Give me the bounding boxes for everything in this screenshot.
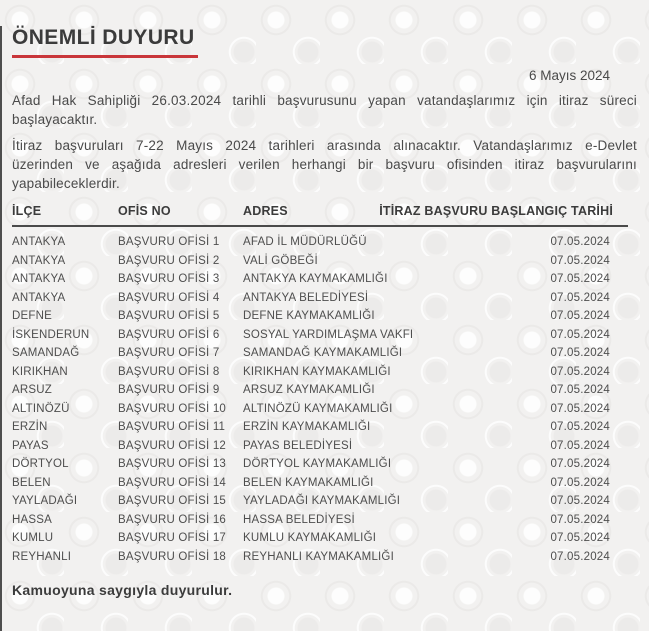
cell-adres: DEFNE KAYMAKAMLIĞI <box>243 310 375 322</box>
page-title: ÖNEMLİ DUYURU <box>12 26 195 49</box>
cell-adres: ANTAKYA BELEDİYESİ <box>243 291 369 304</box>
cell-ilce: ARSUZ <box>12 384 52 396</box>
cell-ofis-no: BAŞVURU OFİSİ 15 <box>118 495 227 507</box>
cell-tarih: 07.05.2024 <box>550 550 610 563</box>
cell-tarih: 07.05.2024 <box>550 495 610 507</box>
cell-ilce: İSKENDERUN <box>12 328 90 341</box>
cell-ilce: ANTAKYA <box>12 291 66 304</box>
header-itiraz-tarihi: İTİRAZ BAŞVURU BAŞLANGIÇ TARİHİ <box>379 204 613 218</box>
cell-tarih: 07.05.2024 <box>550 273 610 285</box>
cell-tarih: 07.05.2024 <box>550 291 610 304</box>
cell-tarih: 07.05.2024 <box>550 384 610 396</box>
intro-paragraph: Afad Hak Sahipliği 26.03.2024 tarihli başvurusunu yapan vatandaşlarımız için itiraz süreci başlayacaktır. <box>12 93 637 127</box>
table-row <box>12 384 637 403</box>
title-red-underline <box>12 55 198 58</box>
cell-ofis-no: BAŞVURU OFİSİ 9 <box>118 384 220 396</box>
cell-tarih: 07.05.2024 <box>550 236 610 248</box>
cell-ilce: YAYLADAĞI <box>12 495 78 507</box>
cell-adres: BELEN KAYMAKAMLIĞI <box>243 476 374 489</box>
header-ilce: İLÇE <box>12 204 42 218</box>
offices-table <box>12 204 637 569</box>
cell-adres: KIRIKHAN KAYMAKAMLIĞI <box>243 365 391 378</box>
table-row <box>12 329 637 348</box>
table-row <box>12 255 637 274</box>
cell-tarih: 07.05.2024 <box>550 365 610 378</box>
cell-adres: HASSA BELEDİYESİ <box>243 513 355 526</box>
cell-tarih: 07.05.2024 <box>550 532 610 544</box>
cell-ofis-no: BAŞVURU OFİSİ 6 <box>118 328 220 341</box>
cell-ofis-no: BAŞVURU OFİSİ 2 <box>118 254 220 267</box>
cell-ofis-no: BAŞVURU OFİSİ 10 <box>118 402 227 415</box>
cell-adres: DÖRTYOL KAYMAKAMLIĞI <box>243 458 392 470</box>
cell-adres: SAMANDAĞ KAYMAKAMLIĞI <box>243 347 403 359</box>
cell-ofis-no: BAŞVURU OFİSİ 8 <box>118 365 220 378</box>
cell-tarih: 07.05.2024 <box>550 254 610 267</box>
cell-ofis-no: BAŞVURU OFİSİ 12 <box>118 439 227 452</box>
table-row <box>12 440 637 459</box>
cell-ofis-no: BAŞVURU OFİSİ 17 <box>118 532 227 544</box>
table-row <box>12 236 637 255</box>
table-row <box>12 310 637 329</box>
cell-ofis-no: BAŞVURU OFİSİ 11 <box>118 421 226 433</box>
table-row <box>12 273 637 292</box>
table-body <box>12 227 637 569</box>
table-row <box>12 366 637 385</box>
announcement-date: 6 Mayıs 2024 <box>528 68 610 83</box>
cell-ofis-no: BAŞVURU OFİSİ 4 <box>118 291 220 304</box>
cell-ilce: KIRIKHAN <box>12 365 68 378</box>
cell-ofis-no: BAŞVURU OFİSİ 1 <box>118 236 220 248</box>
table-row <box>12 551 637 570</box>
announcement-document <box>0 26 649 631</box>
cell-ilce: REYHANLI <box>12 550 72 563</box>
cell-adres: PAYAS BELEDİYESİ <box>243 439 353 452</box>
table-row <box>12 292 637 311</box>
cell-ofis-no: BAŞVURU OFİSİ 13 <box>118 458 227 470</box>
cell-ofis-no: BAŞVURU OFİSİ 18 <box>118 550 227 563</box>
document-content <box>0 26 649 598</box>
header-ofis-no: OFİS NO <box>118 204 171 218</box>
cell-tarih: 07.05.2024 <box>550 402 610 415</box>
cell-adres: KUMLU KAYMAKAMLIĞI <box>243 532 377 544</box>
cell-adres: ANTAKYA KAYMAKAMLIĞI <box>243 273 388 285</box>
cell-ilce: ALTINÖZÜ <box>12 402 70 415</box>
cell-tarih: 07.05.2024 <box>550 476 610 489</box>
cell-tarih: 07.05.2024 <box>550 328 610 341</box>
cell-adres: AFAD İL MÜDÜRLÜĞÜ <box>243 236 367 248</box>
table-row <box>12 421 637 440</box>
cell-tarih: 07.05.2024 <box>550 347 610 359</box>
table-row <box>12 347 637 366</box>
cell-adres: VALİ GÖBEĞİ <box>243 254 318 267</box>
cell-tarih: 07.05.2024 <box>550 310 610 322</box>
table-row <box>12 532 637 551</box>
cell-ilce: ANTAKYA <box>12 273 66 285</box>
cell-ofis-no: BAŞVURU OFİSİ 16 <box>118 513 227 526</box>
table-row <box>12 495 637 514</box>
table-row <box>12 403 637 422</box>
details-paragraph: İtiraz başvuruları 7-22 Mayıs 2024 tarihleri arasında alınacaktır. Vatandaşlarımız e-Devlet üzerinden ve aşağıda adresleri verilen herhangi bir başvuru ofisinden itiraz başvurularını yapabileceklerdir. <box>12 138 637 191</box>
cell-ilce: BELEN <box>12 476 51 489</box>
cell-ilce: DEFNE <box>12 310 52 322</box>
cell-ilce: ANTAKYA <box>12 254 66 267</box>
cell-ofis-no: BAŞVURU OFİSİ 3 <box>118 273 220 285</box>
cell-tarih: 07.05.2024 <box>550 458 610 470</box>
cell-ilce: HASSA <box>12 513 52 526</box>
cell-tarih: 07.05.2024 <box>550 421 610 433</box>
cell-adres: ERZİN KAYMAKAMLIĞI <box>243 421 371 433</box>
table-row <box>12 458 637 477</box>
cell-adres: SOSYAL YARDIMLAŞMA VAKFI <box>243 328 414 341</box>
cell-adres: YAYLADAĞI KAYMAKAMLIĞI <box>243 495 401 507</box>
cell-ofis-no: BAŞVURU OFİSİ 7 <box>118 347 220 359</box>
cell-ilce: ANTAKYA <box>12 236 66 248</box>
cell-ofis-no: BAŞVURU OFİSİ 5 <box>118 310 220 322</box>
header-adres: ADRES <box>243 204 288 218</box>
cell-ilce: SAMANDAĞ <box>12 347 80 359</box>
table-row <box>12 477 637 496</box>
cell-adres: ARSUZ KAYMAKAMLIĞI <box>243 384 375 396</box>
table-header-row <box>12 204 637 218</box>
cell-adres: REYHANLI KAYMAKAMLIĞI <box>243 550 394 563</box>
cell-ilce: DÖRTYOL <box>12 458 69 470</box>
closing-statement: Kamuoyuna saygıyla duyurulur. <box>12 582 233 598</box>
cell-tarih: 07.05.2024 <box>550 513 610 526</box>
cell-ilce: ERZİN <box>12 421 48 433</box>
cell-tarih: 07.05.2024 <box>550 439 610 452</box>
cell-adres: ALTINÖZÜ KAYMAKAMLIĞI <box>243 402 393 415</box>
cell-ilce: KUMLU <box>12 532 54 544</box>
table-row <box>12 514 637 533</box>
cell-ilce: PAYAS <box>12 439 49 452</box>
cell-ofis-no: BAŞVURU OFİSİ 14 <box>118 476 227 489</box>
